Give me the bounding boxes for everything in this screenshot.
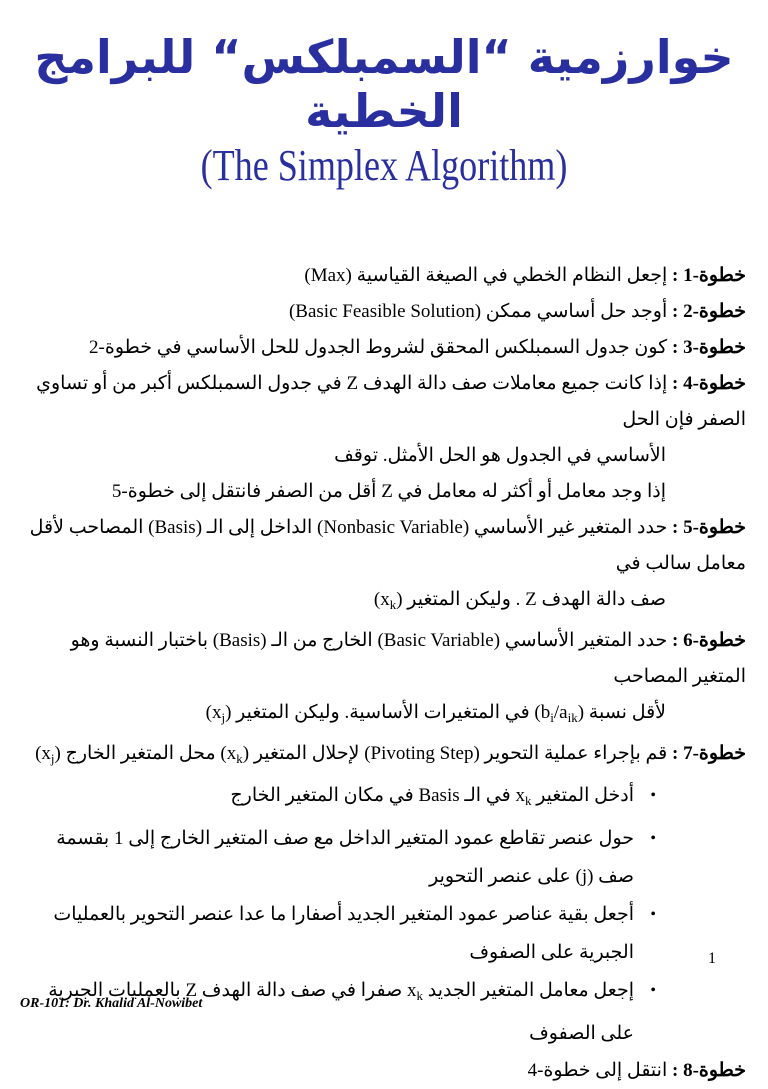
entering-variable [220, 743, 249, 764]
step-label: خطوة-3 : [671, 337, 746, 358]
ratio-b-subscript: i [550, 710, 554, 725]
ratio-b: (b [534, 702, 551, 723]
ratio-expression [534, 702, 584, 723]
bullet-text: في الـ Basis في مكان المتغير الخارج [230, 785, 516, 806]
step-text: كون جدول السمبلكس المحقق لشروط الجدول للحل الأساسي في خطوة-2 [89, 337, 672, 358]
step-5 [16, 510, 746, 582]
step-7-text-pre: قم بإجراء عملية التحوير (Pivoting Step) لإحلال المتغير [249, 743, 672, 764]
var-subscript: k [389, 597, 397, 612]
var-subscript: k [524, 793, 532, 808]
step-label: خطوة-6 : [671, 630, 746, 651]
step-text: أوجد حل أساسي ممكن (Basic Feasible Solution) [288, 301, 672, 322]
var-subscript: j [221, 710, 226, 725]
step-4 [16, 366, 746, 438]
var-x: (x [35, 743, 51, 764]
var-subscript: k [236, 751, 243, 766]
step-3 [16, 330, 746, 366]
bullet-item: • حول عنصر تقاطع عمود المتغير الداخل مع صف المتغير الخارج إلى 1 بقسمة صف (j) على عنصر التحوير [16, 820, 746, 896]
step-5-cont-text: صف دالة الهدف Z . وليكن المتغير [402, 589, 666, 610]
step-7 [16, 736, 746, 777]
step-6-cont-mid: في المتغيرات الأساسية. وليكن المتغير [231, 702, 535, 723]
ratio-a: /a [553, 702, 568, 723]
step-2 [16, 294, 746, 330]
step-label: خطوة-8 : [671, 1060, 746, 1081]
ratio-a-subscript: ik [567, 710, 578, 725]
step-text: إجعل النظام الخطي في الصيغة القياسية (Max) [304, 265, 672, 286]
var-close: ) [242, 743, 250, 764]
step-8 [16, 1053, 746, 1089]
leaving-variable [35, 743, 61, 764]
bullet-text: إجعل معامل المتغير الجديد [422, 980, 634, 1001]
english-title: (The Simplex Algorithm) [200, 141, 568, 190]
bullet-item [16, 972, 746, 1053]
bullet-item: • أجعل بقية عناصر عمود المتغير الجديد أصفارا ما عدا عنصر التحوير بالعمليات الجبرية على الصفوف [16, 896, 746, 972]
var-x: (x [205, 702, 222, 723]
var-close: ) [396, 589, 403, 610]
step-label: خطوة-4 : [671, 373, 746, 394]
step-label: خطوة-7 : [671, 743, 746, 764]
step-text: حدد المتغير الأساسي (Basic Variable) الخارج من الـ (Basis) باختبار النسبة وهو المتغير المصاحب [70, 630, 746, 687]
var-x: x [406, 980, 417, 1001]
step-6-cont-pre: لأقل نسبة [584, 702, 666, 723]
bullet-text: أدخل المتغير [531, 785, 634, 806]
ratio-close: ) [577, 702, 585, 723]
bullet-item [16, 777, 746, 820]
step-label: خطوة-5 : [671, 517, 746, 538]
variable-xk [407, 980, 423, 1001]
arabic-title: خوارزمية “السمبلكس“ للبرامج الخطية [34, 30, 734, 138]
entering-variable [374, 589, 403, 610]
page-number: 1 [708, 950, 716, 967]
var-close: ) [54, 743, 61, 764]
step-text: إذا كانت جميع معاملات صف دالة الهدف Z في جدول السمبلكس أكبر من أو تساوي الصفر فإن الحل [36, 373, 746, 430]
step-text: انتقل إلى خطوة-4 [527, 1060, 672, 1081]
var-subscript: k [416, 988, 423, 1003]
step-text: حدد المتغير غير الأساسي (Nonbasic Variable) الداخل إلى الـ (Basis) المصاحب لأقل معامل سالب في [29, 517, 746, 574]
steps-body [16, 258, 746, 1089]
step-4-continuation-1: الأساسي في الجدول هو الحل الأمثل. توقف [334, 445, 666, 466]
variable-xk [515, 785, 531, 806]
step-4-continuation-2: إذا وجد معامل أو أكثر له معامل في Z أقل من الصفر فانتقل إلى خطوة-5 [111, 481, 666, 502]
var-x: (x [220, 743, 237, 764]
step-7-text-mid: محل المتغير الخارج [60, 743, 221, 764]
step-6 [16, 623, 746, 695]
var-x: (x [373, 589, 390, 610]
step-6-continuation [16, 695, 746, 736]
var-subscript: j [50, 751, 55, 766]
step-label: خطوة-2 : [671, 301, 746, 322]
var-close: ) [225, 702, 232, 723]
step-5-continuation [16, 582, 746, 623]
step-label: خطوة-1 : [671, 265, 746, 286]
var-x: x [515, 785, 525, 806]
step-1 [16, 258, 746, 294]
bullet-text: صفرا في صف دالة الهدف Z بالعمليات الجبرية على الصفوف [48, 980, 634, 1044]
leaving-variable [206, 702, 232, 723]
footer-credit: OR-101: Dr. Khalid Al-Nowibet [20, 996, 203, 1011]
